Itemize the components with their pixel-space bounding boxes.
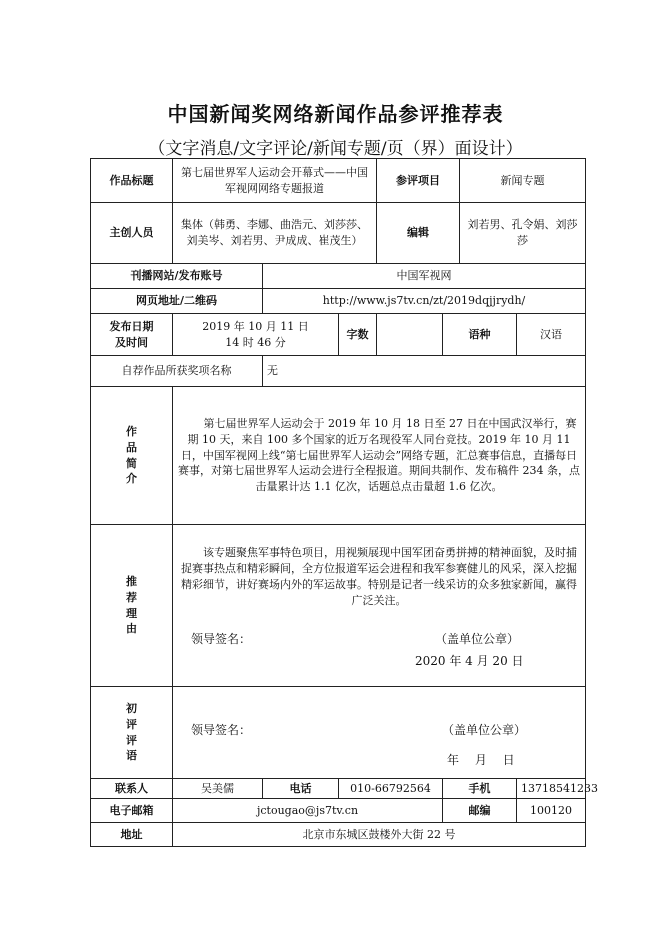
mobile-label: 手机 (443, 779, 517, 799)
recommend-label (91, 525, 173, 687)
email-label: 电子邮箱 (91, 799, 173, 823)
recommendation-form-table (90, 158, 598, 847)
recommend-label-char: 推 (126, 574, 137, 588)
award-value: 无 (263, 356, 586, 387)
editor-label: 编辑 (377, 203, 460, 264)
publish-date: 2019 年 10 月 11 日 (202, 319, 309, 333)
creators-label: 主创人员 (91, 203, 173, 264)
publish-time: 14 时 46 分 (225, 335, 286, 349)
postcode-value: 100120 (517, 799, 586, 823)
intro-label-char: 简 (126, 456, 137, 470)
mobile-value: 13718541233 (517, 779, 586, 799)
recommend-sign-label: 领导签名： (191, 631, 252, 646)
wordcount-value (377, 314, 443, 356)
publish-label (91, 314, 173, 356)
email-row (91, 799, 586, 823)
recommend-date: 2020 年 4 月 20 日 (415, 653, 524, 668)
review-date: 年 月 日 (447, 752, 515, 767)
publish-label-line1: 发布日期 (109, 319, 154, 333)
publish-label-line2: 及时间 (115, 335, 148, 349)
contact-value: 吴美儒 (173, 779, 263, 799)
category-label: 参评项目 (377, 159, 460, 203)
work-title-label: 作品标题 (91, 159, 173, 203)
review-seal-label: （盖单位公章） (442, 722, 527, 737)
review-sign-label: 领导签名： (191, 722, 252, 737)
intro-label-char: 作 (126, 424, 137, 438)
phone-value: 010-66792564 (339, 779, 443, 799)
award-row (91, 356, 586, 387)
recommend-text: 该专题聚焦军事特色项目，用视频展现中国军团奋勇拼搏的精神面貌，及时捕捉赛事热点和精彩瞬间，全方位报道军运会进程和我军参赛健儿的风采，深入挖掘精彩细节，讲好赛场内外的军运故事。特别是记者一线采访的众多独家新闻，赢得广泛关注。 (181, 545, 577, 607)
creators-value: 集体（韩勇、李娜、曲浩元、刘莎莎、刘美岑、刘若男、尹成成、崔茂生） (173, 203, 377, 264)
recommend-label-char: 荐 (126, 590, 137, 604)
review-label-char: 语 (126, 749, 137, 763)
site-row (91, 264, 586, 289)
document-title: 中国新闻奖网络新闻作品参评推荐表 (167, 102, 504, 126)
address-label: 地址 (91, 823, 173, 847)
contact-label: 联系人 (91, 779, 173, 799)
publish-row (91, 314, 586, 356)
address-value: 北京市东城区鼓楼外大街 22 号 (173, 823, 586, 847)
review-label-char: 评 (126, 717, 137, 731)
intro-label (91, 387, 173, 525)
recommend-row (91, 525, 586, 687)
site-label: 刊播网站/发布账号 (91, 264, 263, 289)
url-row (91, 289, 586, 314)
category-value: 新闻专题 (460, 159, 586, 203)
language-value: 汉语 (517, 314, 586, 356)
award-label: 自荐作品所获奖项名称 (91, 356, 263, 387)
review-sign-row (177, 718, 581, 742)
email-value: jctougao@js7tv.cn (173, 799, 443, 823)
recommend-seal-label: （盖单位公章） (435, 631, 520, 646)
wordcount-label: 字数 (339, 314, 377, 356)
intro-cell (173, 387, 586, 525)
recommend-label-char: 由 (126, 622, 137, 636)
document-subtitle: （文字消息/文字评论/新闻专题/页（界）面设计） (148, 139, 523, 159)
url-value: http://www.js7tv.cn/zt/2019dqjjrydh/ (263, 289, 586, 314)
recommend-label-char: 理 (126, 606, 137, 620)
address-row (91, 823, 586, 847)
postcode-label: 邮编 (443, 799, 517, 823)
editor-value: 刘若男、孔令娟、刘莎莎 (460, 203, 586, 264)
contact-row (91, 779, 586, 799)
url-label: 网页地址/二维码 (91, 289, 263, 314)
phone-label: 电话 (263, 779, 339, 799)
review-cell (173, 687, 586, 779)
creators-row (91, 203, 586, 264)
work-title-value: 第七届世界军人运动会开幕式——中国军视网网络专题报道 (173, 159, 377, 203)
recommend-cell (173, 525, 586, 687)
language-label: 语种 (443, 314, 517, 356)
review-label (91, 687, 173, 779)
intro-label-char: 品 (126, 440, 137, 454)
work-title-row (91, 159, 586, 203)
site-value: 中国军视网 (263, 264, 586, 289)
review-row (91, 687, 586, 779)
publish-value (173, 314, 339, 356)
intro-label-char: 介 (126, 472, 137, 486)
review-label-char: 评 (126, 733, 137, 747)
intro-text: 第七届世界军人运动会于 2019 年 10 月 18 日至 27 日在中国武汉举行，赛期 10 天，来自 100 多个国家的近万名现役军人同台竞技。2019 年 10 月 11 日，中国军视网上线“第七届世界军人运动会”网络专题，汇总赛事信息，直播每日赛事，对第七届世界军人运动会进行全程报道。期间共制作、发布稿件 234 条，点击量累计达 1.1 亿次，话题总点击量超 1.6 亿次。 (178, 416, 580, 494)
review-label-char: 初 (126, 701, 137, 715)
recommend-sign-row (177, 627, 581, 651)
intro-row (91, 387, 586, 525)
